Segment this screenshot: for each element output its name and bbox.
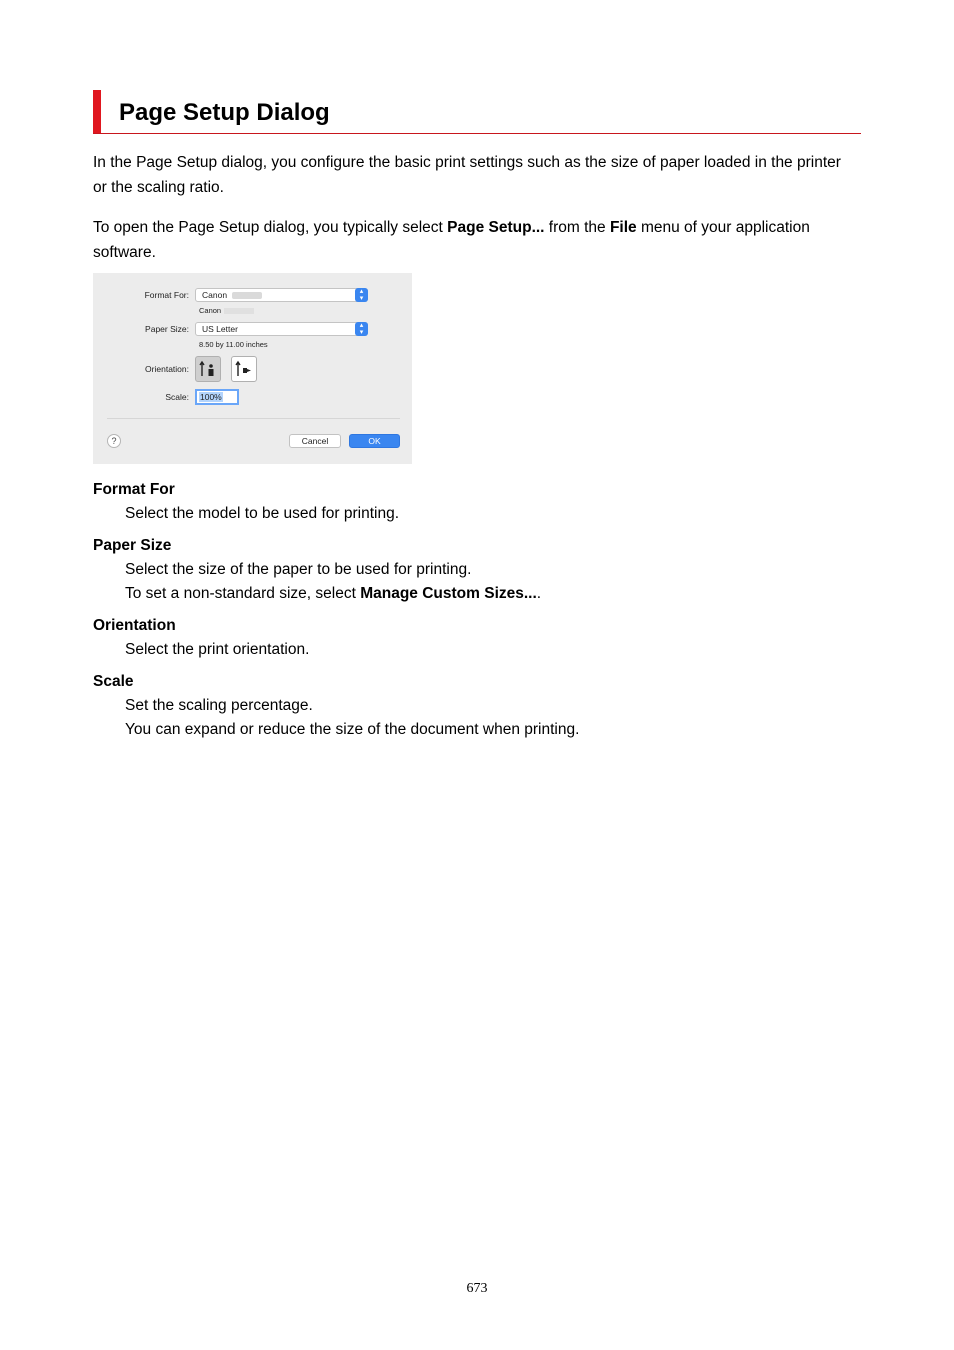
page-number: 673 — [466, 1281, 488, 1296]
ok-button[interactable]: OK — [349, 434, 400, 448]
format-for-value: Canon — [202, 290, 228, 300]
intro-paragraph-1: In the Page Setup dialog, you configure the basic print settings such as the size of paper loaded in the printer or the scaling ratio. — [93, 154, 841, 196]
file-menu-name: File — [609, 219, 637, 236]
desc-scale-2: You can expand or reduce the size of the document when printing. — [125, 721, 580, 738]
intro-text: from the — [544, 219, 610, 236]
scale-value: 100% — [200, 392, 222, 402]
popup-stepper-icon: ▴ ▾ — [355, 322, 368, 336]
term-orientation: Orientation — [93, 617, 176, 634]
orientation-portrait-button[interactable] — [195, 356, 221, 382]
term-paper-size: Paper Size — [93, 537, 172, 554]
blurred-model-name — [232, 292, 262, 299]
desc-paper-size-2 — [125, 582, 541, 606]
term-format-for: Format For — [93, 481, 175, 498]
format-for-popup[interactable] — [195, 288, 368, 302]
paper-size-label: Paper Size: — [145, 324, 189, 334]
cancel-button[interactable]: Cancel — [289, 434, 341, 448]
orientation-landscape-button[interactable] — [231, 356, 257, 382]
paper-size-sub: 8.50 by 11.00 inches — [199, 340, 268, 349]
desc-text: To set a non-standard size, select — [125, 585, 361, 602]
dialog-divider — [107, 418, 400, 419]
desc-paper-size-1: Select the size of the paper to be used for printing. — [125, 561, 472, 578]
blurred-model-name — [224, 308, 254, 314]
scale-label: Scale: — [165, 392, 189, 402]
paper-size-popup[interactable] — [195, 322, 368, 336]
format-for-sub — [199, 306, 254, 315]
desc-format-for: Select the model to be used for printing. — [125, 505, 399, 522]
heading-accent-bar — [93, 90, 101, 133]
manage-custom-sizes-name: Manage Custom Sizes... — [360, 585, 537, 602]
format-for-label: Format For: — [144, 290, 189, 300]
intro-paragraph-2 — [93, 216, 853, 265]
intro-text: menu of your application software. — [93, 219, 810, 261]
scale-input[interactable] — [195, 389, 239, 405]
desc-text: . — [536, 585, 542, 602]
format-for-sub-text: Canon — [199, 306, 222, 315]
page-title: Page Setup Dialog — [119, 99, 330, 126]
portrait-icon — [196, 357, 220, 381]
popup-stepper-icon: ▴ ▾ — [355, 288, 368, 302]
term-scale: Scale — [93, 673, 134, 690]
paper-size-value: US Letter — [202, 324, 238, 334]
orientation-label: Orientation: — [145, 364, 189, 374]
landscape-icon — [232, 357, 256, 381]
desc-scale-1: Set the scaling percentage. — [125, 697, 313, 714]
page-setup-menu-name: Page Setup... — [447, 219, 545, 236]
help-button[interactable]: ? — [107, 434, 121, 448]
section-heading — [93, 90, 861, 134]
intro-text: To open the Page Setup dialog, you typically select — [93, 219, 448, 236]
desc-orientation: Select the print orientation. — [125, 641, 310, 658]
page-setup-dialog-screenshot — [93, 273, 412, 464]
